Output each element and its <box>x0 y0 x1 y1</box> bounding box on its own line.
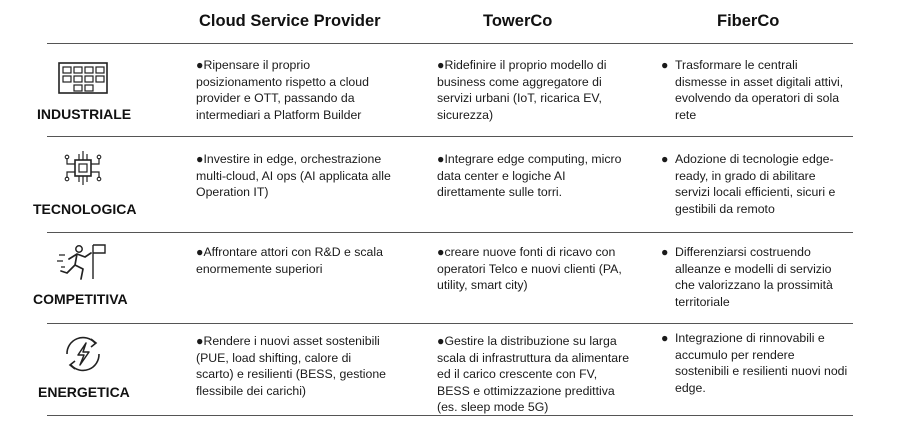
cell-energetica-cloud <box>196 333 392 399</box>
cell-text: Ridefinire il proprio modello di business come aggregatore di servizi urbani (IoT, ricarica EV, sicurezza) <box>437 58 607 122</box>
cell-text: Integrazione di rinnovabili e accumulo per rendere sostenibili e resilienti nuovi nodi edge. <box>675 331 848 395</box>
cell-tecnologica-towerco <box>437 151 633 201</box>
bullet: ● <box>437 152 445 166</box>
chip-circuit-icon <box>55 148 111 188</box>
bullet: ● <box>196 58 204 72</box>
cell-competitiva-towerco <box>437 244 633 294</box>
row-divider <box>47 323 853 324</box>
row-label-industriale: INDUSTRIALE <box>37 106 132 122</box>
row-label-competitiva: COMPETITIVA <box>33 291 128 307</box>
bullet: ● <box>196 152 204 166</box>
cell-text: Adozione di tecnologie edge-ready, in grado di abilitare servizi locali efficienti, sicuri e gestibili da remoto <box>675 152 836 216</box>
cell-industriale-towerco <box>437 57 633 123</box>
energy-cycle-icon <box>55 334 111 374</box>
row-divider <box>47 232 853 233</box>
cell-competitiva-cloud <box>196 244 392 277</box>
bullet: ● <box>437 58 445 72</box>
bullet: ● <box>437 245 445 259</box>
row-label-tecnologica: TECNOLOGICA <box>33 201 137 217</box>
bullet: ● <box>661 245 669 259</box>
bullet: ● <box>437 334 445 348</box>
column-header-fiberco: FiberCo <box>717 12 780 30</box>
bullet: ● <box>661 331 669 345</box>
row-label-energetica: ENERGETICA <box>38 384 130 400</box>
cell-energetica-towerco <box>437 333 633 416</box>
cell-competitiva-fiberco <box>661 244 851 310</box>
cell-text: Investire in edge, orchestrazione multi-cloud, AI ops (AI applicata alle Operation IT) <box>196 152 391 199</box>
row-divider <box>47 43 853 44</box>
industrial-grid-icon <box>55 60 111 100</box>
cell-tecnologica-cloud <box>196 151 392 201</box>
cell-text: Differenziarsi costruendo alleanze e modelli di servizio che valorizzano la prossimità territoriale <box>675 245 833 309</box>
cell-text: Trasformare le centrali dismesse in asset digitali attivi, evolvendo da operatori di sola rete <box>675 58 844 122</box>
cell-industriale-cloud <box>196 57 392 123</box>
cell-text: creare nuove fonti di ricavo con operatori Telco e nuovi clienti (PA, utility, smart city) <box>437 245 622 292</box>
column-header-cloud-service-provider: Cloud Service Provider <box>199 12 381 30</box>
row-divider <box>47 136 853 137</box>
bullet: ● <box>196 334 204 348</box>
cell-text: Integrare edge computing, micro data center e logiche AI direttamente sulle torri. <box>437 152 622 199</box>
cell-energetica-fiberco <box>661 330 851 396</box>
bullet: ● <box>196 245 204 259</box>
cell-text: Gestire la distribuzione su larga scala di infrastruttura da alimentare ed il carico crescente con FV, BESS e ottimizzazione predittiva (es. sleep mode 5G) <box>437 334 630 414</box>
cell-text: Rendere i nuovi asset sostenibili (PUE, load shifting, calore di scarto) e resilienti (BESS, gestione flessibile dei carichi) <box>196 334 387 398</box>
bullet: ● <box>661 152 669 166</box>
runner-finish-icon <box>55 243 111 283</box>
cell-text: Ripensare il proprio posizionamento rispetto a cloud provider e OTT, passando da intermediari a Platform Builder <box>196 58 369 122</box>
bullet: ● <box>661 58 669 72</box>
cell-industriale-fiberco <box>661 57 851 123</box>
cell-text: Affrontare attori con R&D e scala enormemente superiori <box>196 245 383 276</box>
column-header-towerco: TowerCo <box>483 12 553 30</box>
cell-tecnologica-fiberco <box>661 151 851 217</box>
